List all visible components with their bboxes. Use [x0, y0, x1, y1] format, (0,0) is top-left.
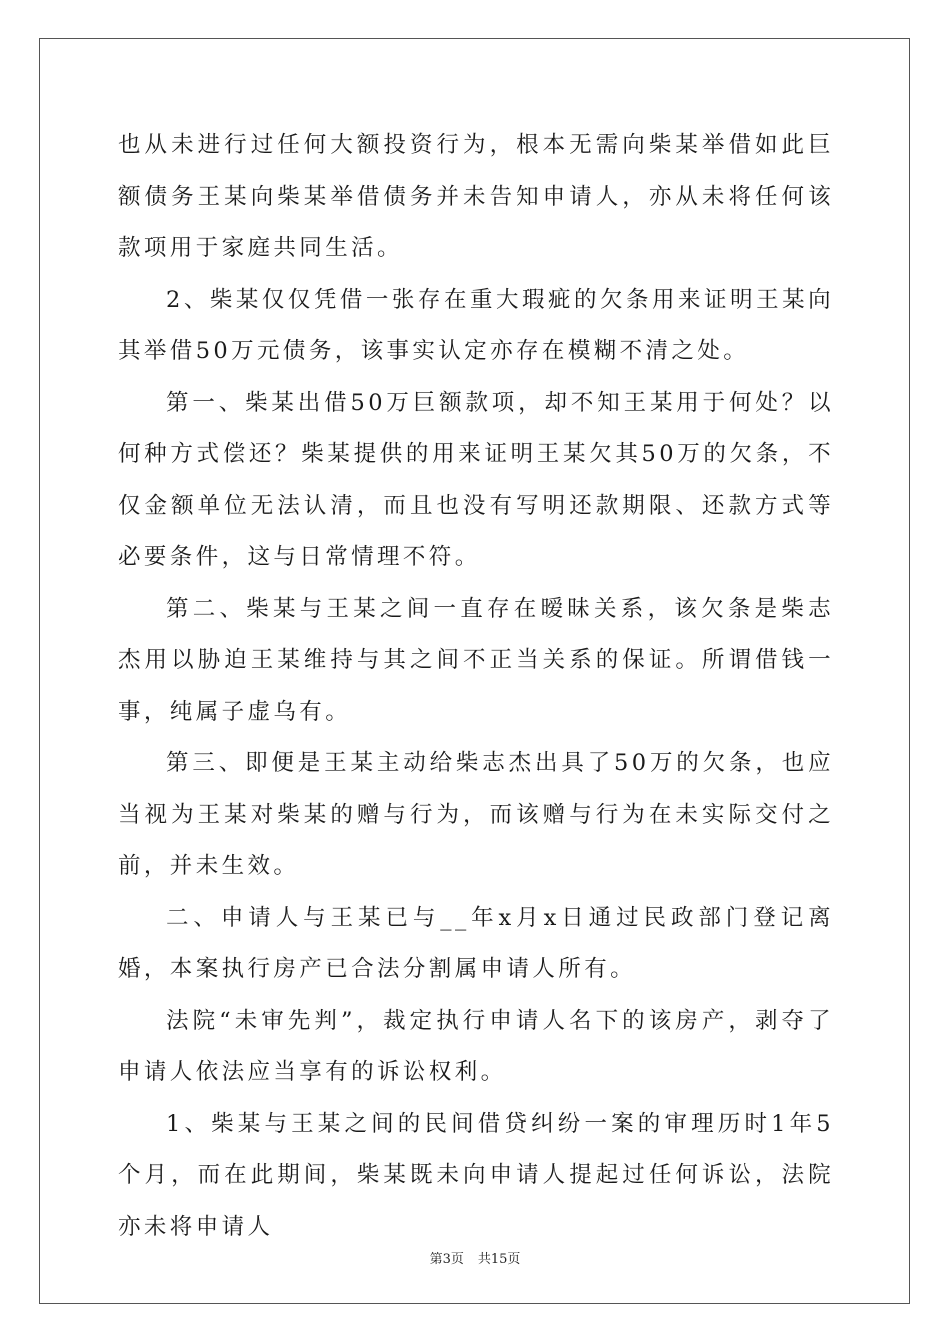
page-number: 第3页: [429, 1252, 464, 1267]
paragraph-7: 法院“未审先判”，裁定执行申请人名下的该房产，剥夺了申请人依法应当享有的诉讼权利。: [118, 1007, 834, 1085]
paragraph-6: 二、申请人与王某已与__年x月x日通过民政部门登记离婚，本案执行房产已合法分割属申请人所有。: [118, 904, 834, 982]
paragraph-4: 第二、柴某与王某之间一直存在暧昧关系，该欠条是柴志杰用以胁迫王某维持与其之间不正当关系的保证。所谓借钱一事，纯属子虚乌有。: [118, 595, 834, 725]
paragraph-8: 1、柴某与王某之间的民间借贷纠纷一案的审理历时1年5个月，而在此期间，柴某既未向申请人提起过任何诉讼，法院亦未将申请人: [118, 1110, 834, 1240]
paragraph-1: 也从未进行过任何大额投资行为，根本无需向柴某举借如此巨额债务王某向柴某举借债务并未告知申请人，亦从未将任何该款项用于家庭共同生活。: [118, 132, 834, 261]
document-body: [118, 120, 834, 1253]
paragraph-2: 2、柴某仅仅凭借一张存在重大瑕疵的欠条用来证明王某向其举借50万元债务，该事实认定亦存在模糊不清之处。: [118, 286, 834, 364]
paragraph-5: 第三、即便是王某主动给柴志杰出具了50万的欠条，也应当视为王某对柴某的赠与行为，而该赠与行为在未实际交付之前，并未生效。: [118, 750, 834, 879]
page-footer: [0, 1248, 950, 1267]
total-pages: 共15页: [477, 1252, 521, 1267]
paragraph-3: 第一、柴某出借50万巨额款项，却不知王某用于何处？以何种方式偿还？柴某提供的用来证明王某欠其50万的欠条，不仅金额单位无法认清，而且也没有写明还款期限、还款方式等必要条件，这与日常情理不符。: [118, 389, 834, 570]
